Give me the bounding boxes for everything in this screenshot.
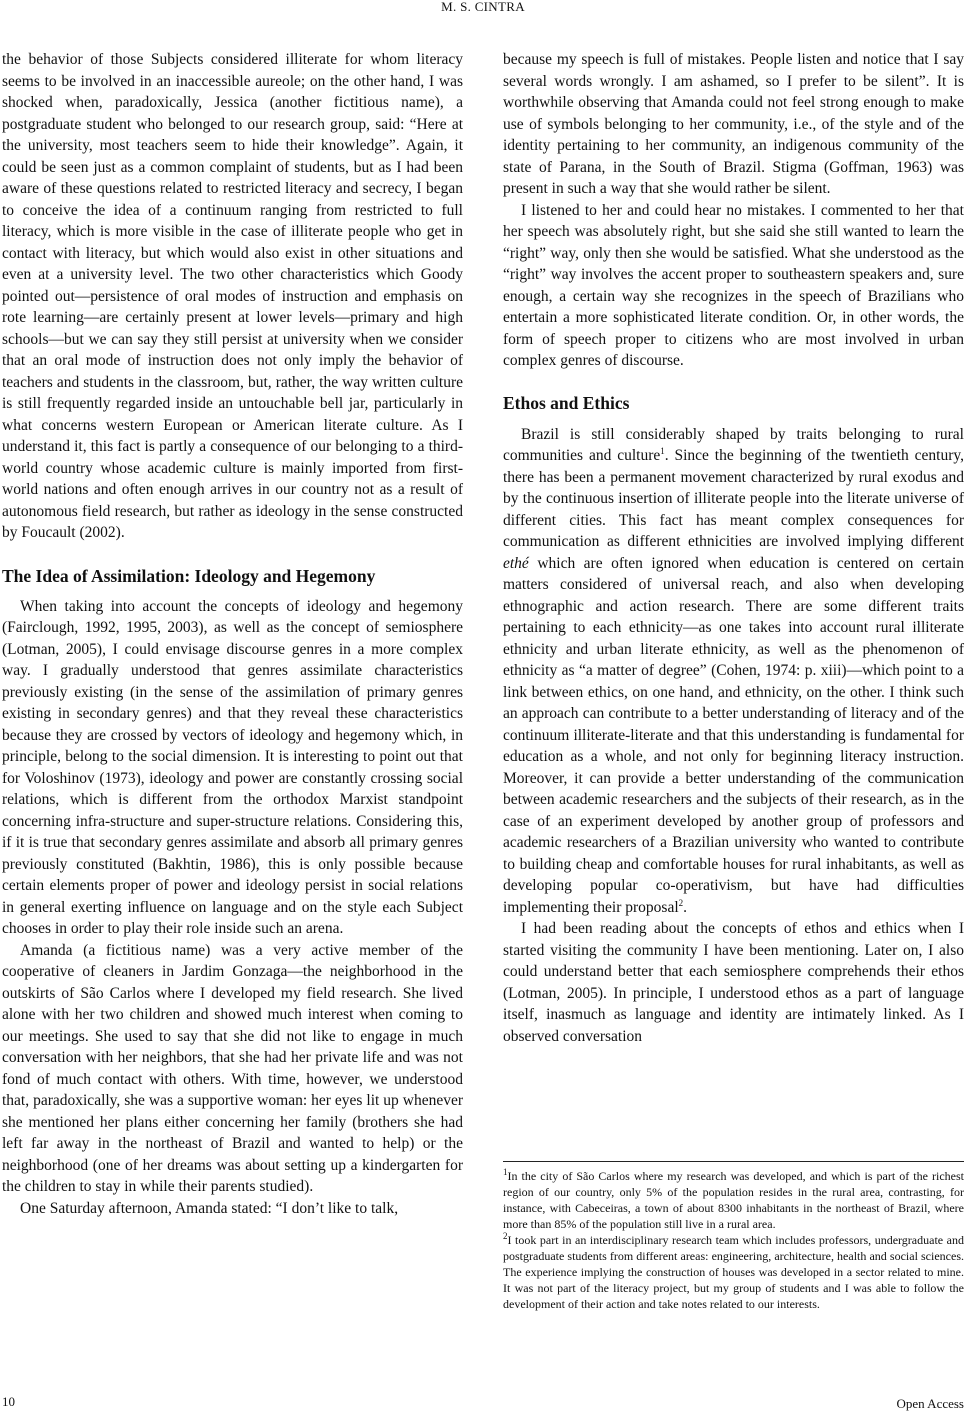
text-run: . — [683, 898, 688, 916]
paragraph: because my speech is full of mistakes. People listen and notice that I say several words wrongly. I am ashamed, so I prefer to be silent”. It is worthwhile observing that Amanda could not feel strong enough to make use of symbols belonging to her community, i.e., of the style and of the identity pertaining to her community, an indigenous community of the state of Parana, in the South of Brazil. Stigma (Goffman, 1963) was present in such a way that she would rather be silent. — [503, 51, 964, 197]
footnote-ref[interactable]: 1 — [660, 445, 665, 456]
footnotes — [503, 1161, 964, 1312]
running-head: M. S. CINTRA — [441, 0, 525, 14]
paragraph: When taking into account the concepts of ideology and hegemony (Fairclough, 1992, 1995, 2003), as well as the concept of semiosphere (Lotman, 2005), I could envisage discourse genres in a more complex way. I gradually understood that genres assimilate characteristics previously existing (in the sense of the assimilation of primary genres existing in secondary genres) and that they reveal these characteristics because they are crossed by vectors of ideology and hegemony which, in principle, belong to the social dimension. It is interesting to point out that for Voloshinov (1973), ideology and power are constantly crossing social relations, which is different from the orthodox Marxist standpoint concerning infra-structure and super-structure relations. Considering this, if it is true that secondary genres assimilate and absorb all primary genres previously constituted (Bakhtin, 1986), this is only possible because certain elements proper of power and ideology persist in social relations in general exerting influence on language and on the style each Subject chooses in order to play their role inside such an arena. — [2, 597, 463, 937]
text-run: . Since the beginning of the twentieth century, there has been a permanent movement characterized by rural exodus and by the continuous insertion of illiterate people into the literate universe of different cities. This fact has meant complex consequences for communication as different ethnicities are involved implying different — [503, 447, 964, 550]
left-column — [2, 49, 463, 1219]
footnote-text: In the city of São Carlos where my research was developed, and which is part of the richest region of our country, only 5% of the population resides in the rural area, contrasting, for instance, with Cabeceiras, a town of about 8300 inhabitants in the northeast of Brazil, where more than 85% of the population still live in a rural area. — [503, 1169, 964, 1231]
paragraph: One Saturday afternoon, Amanda stated: “I don’t like to talk, — [20, 1199, 399, 1217]
footnote-mark: 2 — [503, 1231, 508, 1241]
footnote-ref[interactable]: 2 — [678, 897, 684, 908]
footnote — [503, 1168, 964, 1232]
text-run: which are often ignored when education is centered on certain matters considered of universal reach, and also when developing ethnographic and action research. There are some different traits pertaining to each ethnicity—as one takes into account rural illiterate ethnicity and urban literate ethnicity, as well as the phenomenon of ethnicity as “a matter of degree” (Cohen, 1974: p. xiii)—which point to a link between ethics, on one hand, and ethnicity, on the other. I think such an approach can contribute to a better understanding of literacy and of the continuum illiterate-literate and that this understanding is fundamental for education as a whole, and not only for beginning literacy instruction. Moreover, it can provide a better understanding of the communication between academic researchers and the subjects of their research, as in the case of an experiment developed by another group of professors and academic researchers of a Brazilian university who wanted to contribute to building cheap and comfortable houses for rural inhabitants, as well as developing popular co-operativism, but have had difficulties implementing their proposal — [503, 554, 964, 916]
paragraph: I listened to her and could hear no mistakes. I commented to her that her speech was absolutely right, but she said she still wanted to learn the “right” way, only then she would be satisfied. What she understood as the “right” way involves the accent proper to southeastern speakers and, sure enough, a certain way she recognizes in the speech of Brazilians who entertain a more sophisticated literate condition. Or, in other words, the form of speech proper to citizens who are most involved in urban complex genres of discourse. — [503, 201, 964, 369]
text-run: Brazil is still considerably shaped by traits belonging to rural communities and culture — [503, 425, 964, 464]
footnote — [503, 1232, 964, 1312]
page-number: 10 — [2, 1394, 15, 1409]
paragraph — [503, 424, 964, 919]
italic-term: ethé — [503, 554, 529, 572]
section-heading: The Idea of Assimilation: Ideology and Hegemony — [2, 565, 376, 586]
right-column — [503, 49, 964, 1047]
paragraph: I had been reading about the concepts of ethos and ethics when I started visiting the community I have been mentioning. Later on, I also could understand better that each semiosphere comprehends their ethos (Lotman, 2005). In principle, I understood ethos as a part of language itself, inasmuch as language and identity are intimately linked. As I observed conversation — [503, 920, 964, 1045]
footnote-mark: 1 — [503, 1167, 508, 1177]
section-heading: Ethos and Ethics — [503, 392, 630, 413]
open-access-label: Open Access — [896, 1396, 964, 1411]
footnote-text: I took part in an interdisciplinary research team which includes professors, undergraduate and postgraduate students from different areas: engineering, architecture, health and social sciences. The experience implying the construction of houses was developed in a sector related to mine. It was not part of the literacy project, but my group of students and I was able to follow the development of their action and take notes related to our interests. — [503, 1233, 964, 1311]
paragraph: the behavior of those Subjects considered illiterate for whom literacy seems to be involved in an inaccessible aureole; on the other hand, I was shocked when, paradoxically, Jessica (another fictitious name), a postgraduate student who belonged to our research group, said: “Here at the university, most teachers seem to hide their knowledge”. Again, it could be seen just as a common complaint of students, but as I had been aware of these questions related to restricted literacy and secrecy, I began to conceive the idea of a continuum ranging from restricted to full literacy, which is more visible in the case of illiterate people who get in contact with literacy, but which would also exist in other situations and even at a university level. The two other characteristics which Goody pointed out—persistence of oral modes of instruction and emphasis on rote learning—are certainly present at lower levels—primary and high schools—but we can say they still persist at university when we consider that an oral mode of instruction does not only imply the behavior of teachers and students in the classroom, but, rather, the way written culture is still frequently regarded inside an untouchable bell jar, particularly in what concerns western European or American literate culture. As I understand it, this fact is partly a consequence of our belonging to a third-world country whose academic culture is mainly imported from first-world nations and often enough arrives in our country not as a result of autonomous field research, but rather as ideology in the sense constructed by Foucault (2002). — [2, 51, 463, 541]
paragraph: Amanda (a fictitious name) was a very active member of the cooperative of cleaners in Jardim Gonzaga—the neighborhood in the outskirts of São Carlos where I developed my field research. She lived alone with her two children and showed much interest when coming to our meetings. She used to say that she did not like to engage in much conversation with her neighbors, that she had her private life and was not fond of much contact with others. With time, however, we understood that, paradoxically, she was a supportive woman: her eyes lit up whenever she mentioned her plans either concerning her family (brothers she had left far away in the northeast of Brazil and wanted to help) or the neighborhood (one of her dreams was about setting up a kindergarten for the children to stay in while their parents studied). — [2, 941, 463, 1195]
